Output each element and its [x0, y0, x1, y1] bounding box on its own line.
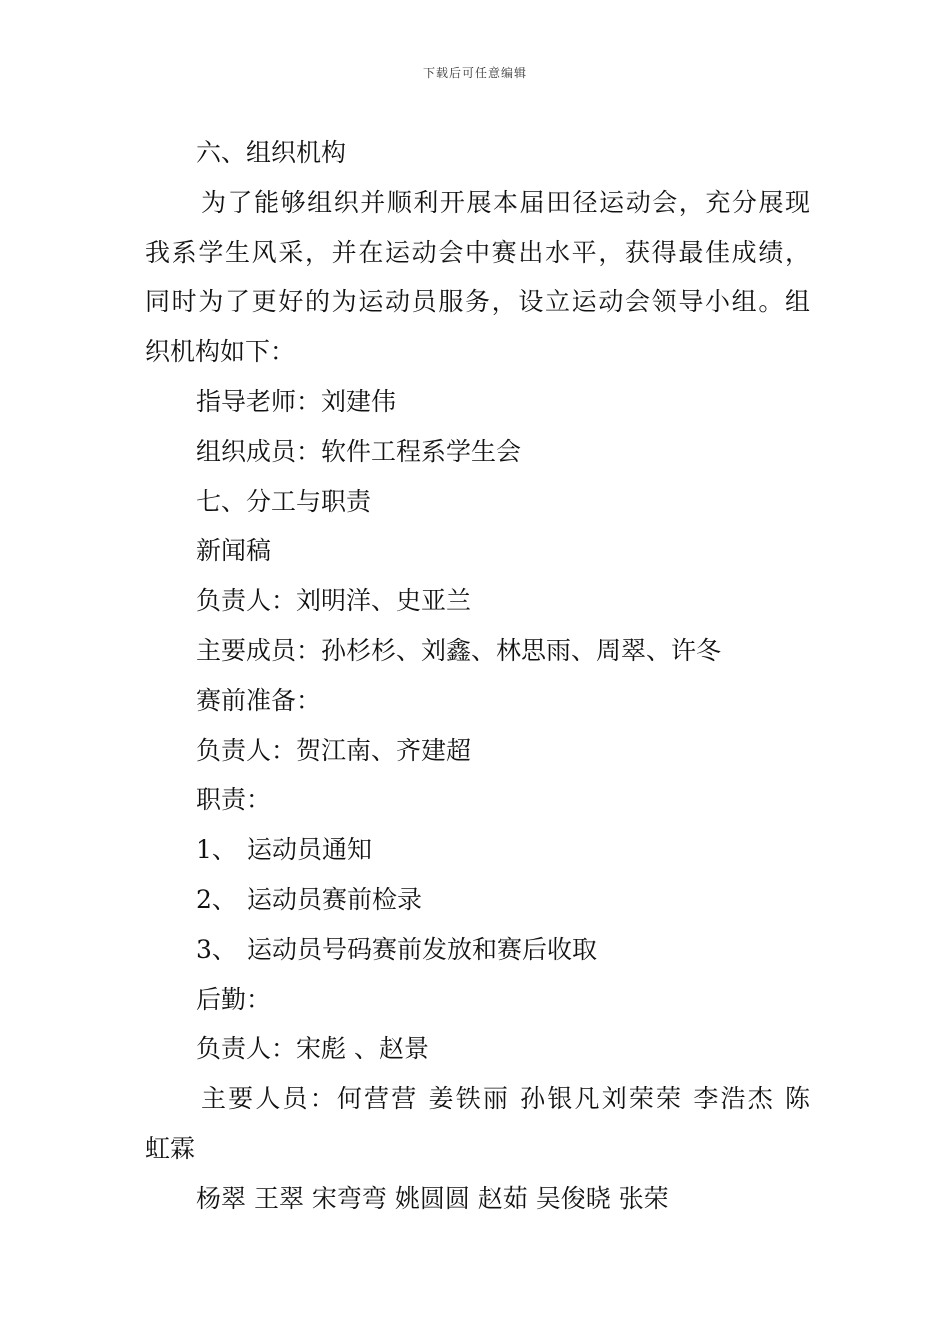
logistics-members-line: 虹霖 — [145, 1133, 196, 1163]
list-item — [145, 825, 810, 875]
logistics-leader-line: 负责人：宋彪 、赵景 — [196, 1034, 429, 1064]
duties-label: 职责： — [196, 785, 272, 815]
news-members-line: 主要成员：孙杉杉、刘鑫、林思雨、周翠、许冬 — [196, 635, 722, 665]
section-heading-organization: 六、组织机构 — [196, 138, 347, 167]
list-item-text: 运动员通知 — [247, 835, 373, 865]
section-heading-duties: 七、分工与职责 — [196, 486, 372, 516]
paragraph-line: 我系学生风采，并在运动会中赛出水平，获得最佳成绩， — [145, 237, 810, 267]
page-header: 下载后可任意编辑 — [422, 66, 527, 80]
list-item-text: 运动员号码赛前发放和赛后收取 — [247, 934, 598, 964]
subsection-preparation: 赛前准备： — [196, 685, 322, 715]
logistics-members-line: 主要人员：何营营 姜铁丽 孙银凡刘荣荣 李浩杰 陈 — [201, 1084, 810, 1114]
list-number: 2、 — [196, 884, 237, 914]
paragraph-line: 织机构如下： — [145, 337, 296, 367]
logistics-members-line: 杨翠 王翠 宋弯弯 姚圆圆 赵茹 吴俊晓 张荣 — [196, 1183, 669, 1213]
subsection-logistics: 后勤： — [196, 984, 272, 1014]
members-line: 组织成员：软件工程系学生会 — [196, 436, 522, 466]
paragraph-line: 为了能够组织并顺利开展本届田径运动会，充分展现 — [201, 187, 810, 217]
list-number: 3、 — [196, 934, 237, 964]
news-leader-line: 负责人：刘明洋、史亚兰 — [196, 586, 472, 616]
document-body — [145, 128, 810, 1224]
list-item-text: 运动员赛前检录 — [247, 884, 423, 914]
subsection-news: 新闻稿 — [196, 536, 272, 566]
paragraph-line: 同时为了更好的为运动员服务，设立运动会领导小组。组 — [145, 287, 810, 317]
advisor-line: 指导老师：刘建伟 — [196, 386, 397, 416]
list-number: 1、 — [196, 835, 237, 865]
list-item — [145, 875, 810, 925]
list-item — [145, 925, 810, 975]
preparation-leader-line: 负责人：贺江南、齐建超 — [196, 735, 472, 765]
